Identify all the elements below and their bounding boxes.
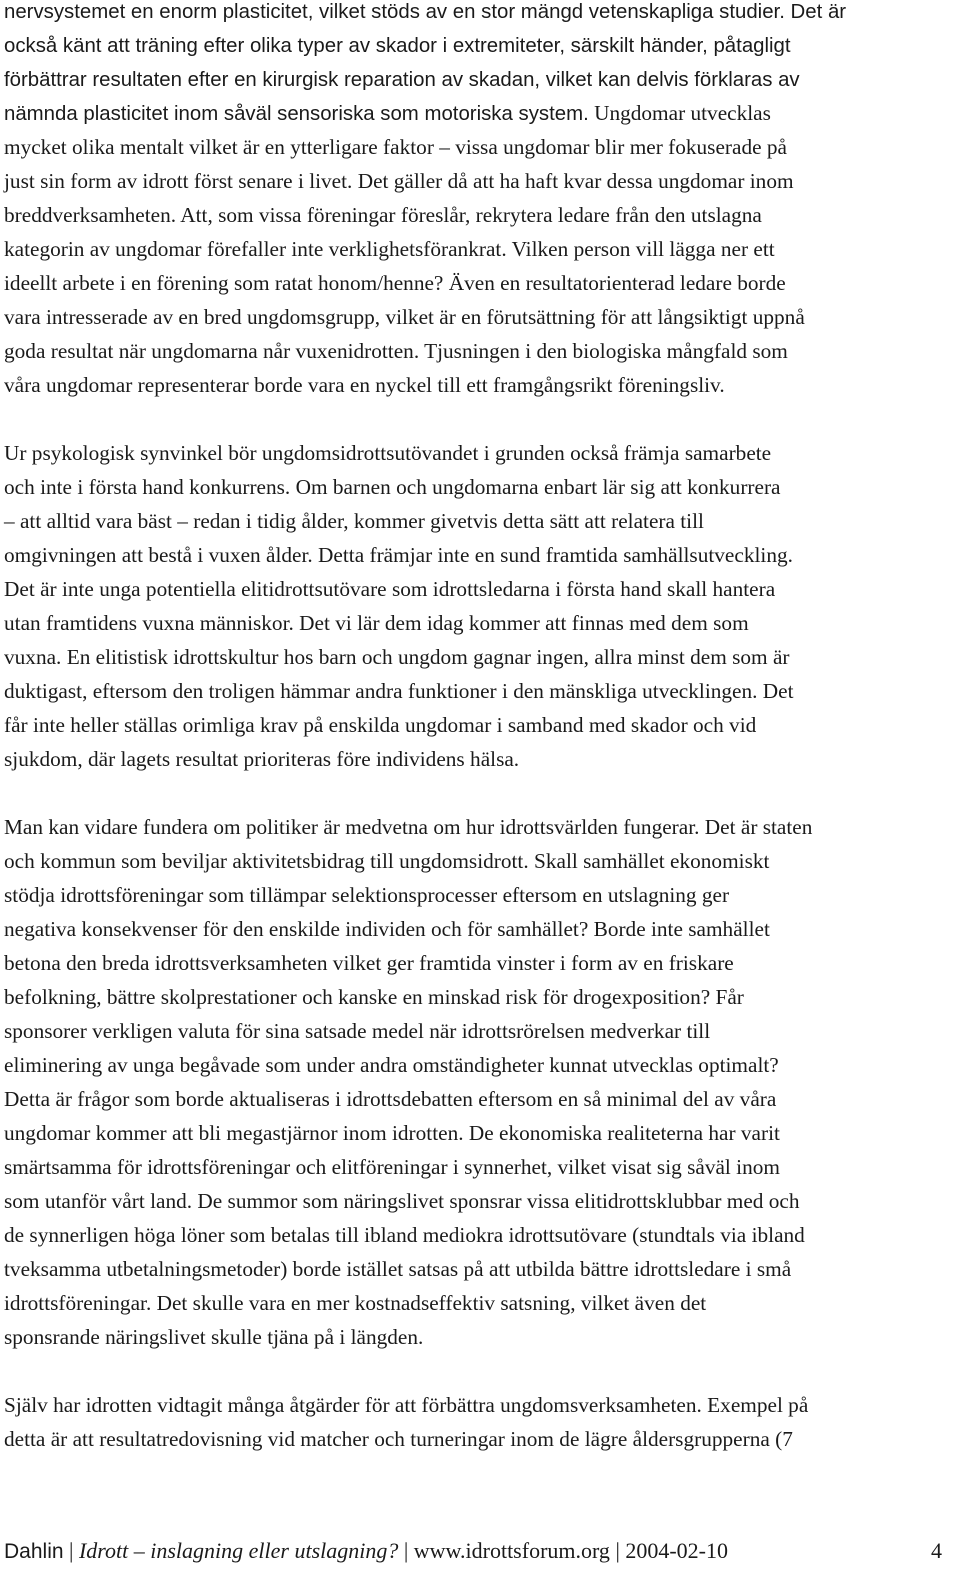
footer-separator: | — [398, 1538, 414, 1563]
text-line: Själv har idrotten vidtagit många åtgärder för att förbättra ungdomsverksamheten. Exempel på — [4, 1393, 809, 1417]
text-line: ideellt arbete i en förening som ratat honom/henne? Även en resultatorienterad ledare borde — [4, 271, 786, 295]
footer-separator: | — [609, 1538, 626, 1563]
text-line: vara intresserade av en bred ungdomsgrupp, vilket är en förutsättning för att långsiktigt uppnå — [4, 305, 805, 329]
text-line: befolkning, bättre skolprestationer och kanske en minskad risk för drogexposition? Får — [4, 985, 744, 1009]
text-line: – att alltid vara bäst – redan i tidig ålder, kommer givetvis detta sätt att relatera till — [4, 509, 704, 533]
text-line: våra ungdomar representerar borde vara en nyckel till ett framgångsrikt föreningsliv. — [4, 373, 725, 397]
text-line: kategorin av ungdomar förefaller inte verklighetsförankrat. Vilken person vill lägga ner ett — [4, 237, 775, 261]
text-line: eliminering av unga begåvade som under andra omständigheter kunnat utvecklas optimalt? — [4, 1053, 779, 1077]
text-line: breddverksamheten. Att, som vissa föreningar föreslår, rekrytera ledare från den utslagna — [4, 203, 762, 227]
footer-site-link[interactable]: www.idrottsforum.org — [413, 1538, 610, 1563]
text-line: tveksamma utbetalningsmetoder) borde istället satsas på att utbilda bättre idrottsledare i små — [4, 1257, 792, 1281]
text-line: goda resultat när ungdomarna når vuxenidrotten. Tjusningen i den biologiska mångfald som — [4, 339, 788, 363]
text-line: Detta är frågor som borde aktualiseras i idrottsdebatten eftersom en så minimal del av våra — [4, 1087, 777, 1111]
text-line: Ur psykologisk synvinkel bör ungdomsidrottsutövandet i grunden också främja samarbete — [4, 441, 772, 465]
text-line: detta är att resultatredovisning vid matcher och turneringar inom de lägre åldersgrupperna (7 — [4, 1427, 793, 1451]
text-line: förbättrar resultaten efter en kirurgisk reparation av skadan, vilket kan delvis förklaras av — [4, 69, 800, 91]
text-line: omgivningen att bestå i vuxen ålder. Detta främjar inte en sund framtida samhällsutveckling. — [4, 543, 793, 567]
text-line: som utanför vårt land. De summor som näringslivet sponsrar vissa elitidrottsklubbar med och — [4, 1189, 800, 1213]
text-line: ungdomar kommer att bli megastjärnor inom idrotten. De ekonomiska realiteterna har varit — [4, 1121, 780, 1145]
footer-author: Dahlin — [4, 1540, 64, 1563]
text-line: och inte i första hand konkurrens. Om barnen och ungdomarna enbart lär sig att konkurrera — [4, 475, 781, 499]
text-line: mycket olika mentalt vilket är en ytterligare faktor – vissa ungdomar blir mer fokuserade på — [4, 135, 787, 159]
text-line: Det är inte unga potentiella elitidrottsutövare som idrottsledarna i första hand skall hantera — [4, 577, 776, 601]
text-line: också känt att träning efter olika typer av skador i extremiteter, särskilt händer, påtagligt — [4, 35, 791, 57]
text-line: sponsrande näringslivet skulle tjäna på i längden. — [4, 1325, 424, 1349]
text-line: och kommun som beviljar aktivitetsbidrag till ungdomsidrott. Skall samhället ekonomiskt — [4, 849, 770, 873]
text-line: duktigast, eftersom den troligen hämmar andra funktioner i den mänskliga utvecklingen. Det — [4, 679, 794, 703]
text-line: smärtsamma för idrottsföreningar och elitföreningar i synnerhet, vilket visat sig såväl inom — [4, 1155, 780, 1179]
text-line: de synnerligen höga löner som betalas till ibland mediokra idrottsutövare (stundtals via ibland — [4, 1223, 805, 1247]
text-line: får inte heller ställas orimliga krav på enskilda ungdomar i samband med skador och vid — [4, 713, 757, 737]
footer-date: 2004-02-10 — [625, 1538, 728, 1563]
text-line: just sin form av idrott först senare i livet. Det gäller då att ha haft kvar dessa ungdomar inom — [4, 169, 794, 193]
text-line: sjukdom, där lagets resultat prioriteras före individens hälsa. — [4, 747, 520, 771]
text-line: idrottsföreningar. Det skulle vara en mer kostnadseffektiv satsning, vilket även det — [4, 1291, 707, 1315]
text-line: sponsorer verkligen valuta för sina satsade medel när idrottsrörelsen medverkar till — [4, 1019, 711, 1043]
text-line: betona den breda idrottsverksamheten vilket ger framtida vinster i form av en friskare — [4, 951, 734, 975]
footer-separator: | — [63, 1538, 79, 1563]
text-line: utan framtidens vuxna människor. Det vi lär dem idag kommer att finnas med dem som — [4, 611, 749, 635]
text-line: negativa konsekvenser för den enskilde individen och för samhället? Borde inte samhället — [4, 917, 770, 941]
text-line: nervsystemet en enorm plasticitet, vilket stöds av en stor mängd vetenskapliga studier. Det är — [4, 1, 847, 23]
page-footer — [4, 1534, 942, 1568]
text-line: vuxna. En elitistisk idrottskultur hos barn och ungdom gagnar ingen, allra minst dem som är — [4, 645, 790, 669]
text-line: Man kan vidare fundera om politiker är medvetna om hur idrottsvärlden fungerar. Det är staten — [4, 815, 813, 839]
text-line: stödja idrottsföreningar som tillämpar selektionsprocesser eftersom en utslagning ger — [4, 883, 730, 907]
page-number: 4 — [931, 1538, 942, 1563]
footer-title: Idrott – inslagning eller utslagning? — [78, 1538, 399, 1563]
text-line: nämnda plasticitet inom såväl sensoriska som motoriska system. Ungdomar utvecklas — [4, 101, 771, 125]
